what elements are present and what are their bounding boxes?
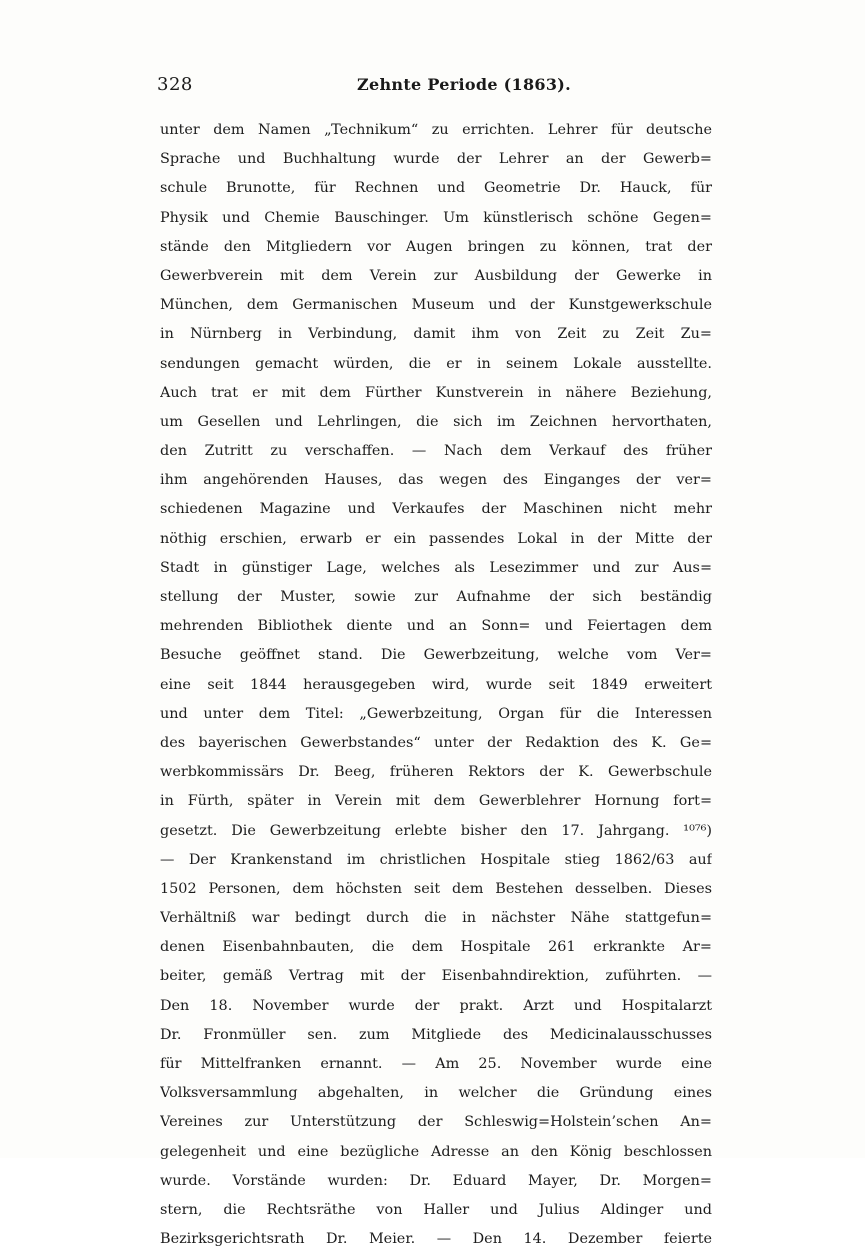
running-head: Zehnte Periode (1863). [357, 75, 572, 94]
text-line: Gewerbverein mit dem Verein zur Ausbildung der Gewerke in [160, 267, 712, 284]
text-line: Bezirksgerichtsrath Dr. Meier. — Den 14. Dezember feierte [160, 1231, 712, 1248]
text-line: in Fürth, später in Verein mit dem Gewerblehrer Hornung fort= [160, 793, 712, 810]
text-line: wurde. Vorstände wurden: Dr. Eduard Mayer, Dr. Morgen= [160, 1172, 712, 1189]
text-line: um Gesellen und Lehrlingen, die sich im Zeichnen hervorthaten, [160, 413, 712, 430]
text-line: ihm angehörenden Hauses, das wegen des Einganges der ver= [160, 472, 712, 489]
text-line: für Mittelfranken ernannt. — Am 25. November wurde eine [160, 1056, 712, 1072]
text-line: beiter, gemäß Vertrag mit der Eisenbahndirektion, zuführten. — [160, 968, 712, 985]
text-line: unter dem Namen „Technikum“ zu errichten. Lehrer für deutsche [160, 122, 712, 138]
text-line: in Nürnberg in Verbindung, damit ihm von Zeit zu Zeit Zu= [160, 326, 712, 343]
text-line: des bayerischen Gewerbstandes“ unter der Redaktion des K. Ge= [160, 734, 712, 751]
text-line: Volksversammlung abgehalten, in welcher die Gründung eines [160, 1085, 712, 1102]
text-line: Dr. Fronmüller sen. zum Mitgliede des Medicinalausschusses [160, 1026, 712, 1043]
text-line: und unter dem Titel: „Gewerbzeitung, Organ für die Interessen [160, 705, 712, 722]
text-line: Vereines zur Unterstützung der Schleswig=Holstein’schen An= [160, 1114, 712, 1131]
text-line: nöthig erschien, erwarb er ein passendes Lokal in der Mitte der [160, 530, 712, 547]
text-line: stellung der Muster, sowie zur Aufnahme der sich beständig [160, 589, 712, 605]
text-line: stern, die Rechtsräthe von Haller und Julius Aldinger und [160, 1201, 712, 1218]
text-line: den Zutritt zu verschaffen. — Nach dem Verkauf des früher [160, 443, 712, 460]
text-line: Physik und Chemie Bauschinger. Um künstlerisch schöne Gegen= [160, 209, 712, 226]
page-number: 328 [157, 74, 193, 95]
text-line: Verhältniß war bedingt durch die in nächster Nähe stattgefun= [160, 910, 712, 927]
body-text [160, 116, 712, 1254]
text-line: 1502 Personen, dem höchsten seit dem Bestehen desselben. Dieses [160, 880, 712, 897]
text-line: — Der Krankenstand im christlichen Hospitale stieg 1862/63 auf [160, 851, 712, 868]
text-line: Stadt in günstiger Lage, welches als Lesezimmer und zur Aus= [160, 559, 712, 576]
text-line: München, dem Germanischen Museum und der Kunstgewerkschule [160, 297, 712, 314]
text-line: stände den Mitgliedern vor Augen bringen zu können, trat der [160, 238, 712, 255]
text-line: Den 18. November wurde der prakt. Arzt und Hospitalarzt [160, 997, 712, 1014]
page-header [157, 74, 717, 98]
text-line: sendungen gemacht würden, die er in seinem Lokale ausstellte. [160, 355, 712, 372]
text-line: eine seit 1844 herausgegeben wird, wurde seit 1849 erweitert [160, 676, 712, 693]
text-line: Sprache und Buchhaltung wurde der Lehrer an der Gewerb= [160, 151, 712, 168]
text-line: Besuche geöffnet stand. Die Gewerbzeitung, welche vom Ver= [160, 647, 712, 664]
text-line: gesetzt. Die Gewerbzeitung erlebte bisher den 17. Jahrgang. ¹⁰⁷⁶) [160, 822, 712, 839]
text-line: gelegenheit und eine bezügliche Adresse an den König beschlossen [160, 1143, 712, 1160]
text-line: mehrenden Bibliothek diente und an Sonn= und Feiertagen dem [160, 618, 712, 635]
text-line: schiedenen Magazine und Verkaufes der Maschinen nicht mehr [160, 501, 712, 518]
text-line: denen Eisenbahnbauten, die dem Hospitale 261 erkrankte Ar= [160, 939, 712, 956]
text-line: schule Brunotte, für Rechnen und Geometrie Dr. Hauck, für [160, 180, 712, 197]
text-line: Auch trat er mit dem Fürther Kunstverein in nähere Beziehung, [160, 384, 712, 401]
text-line: werbkommissärs Dr. Beeg, früheren Rektors der K. Gewerbschule [160, 764, 712, 781]
